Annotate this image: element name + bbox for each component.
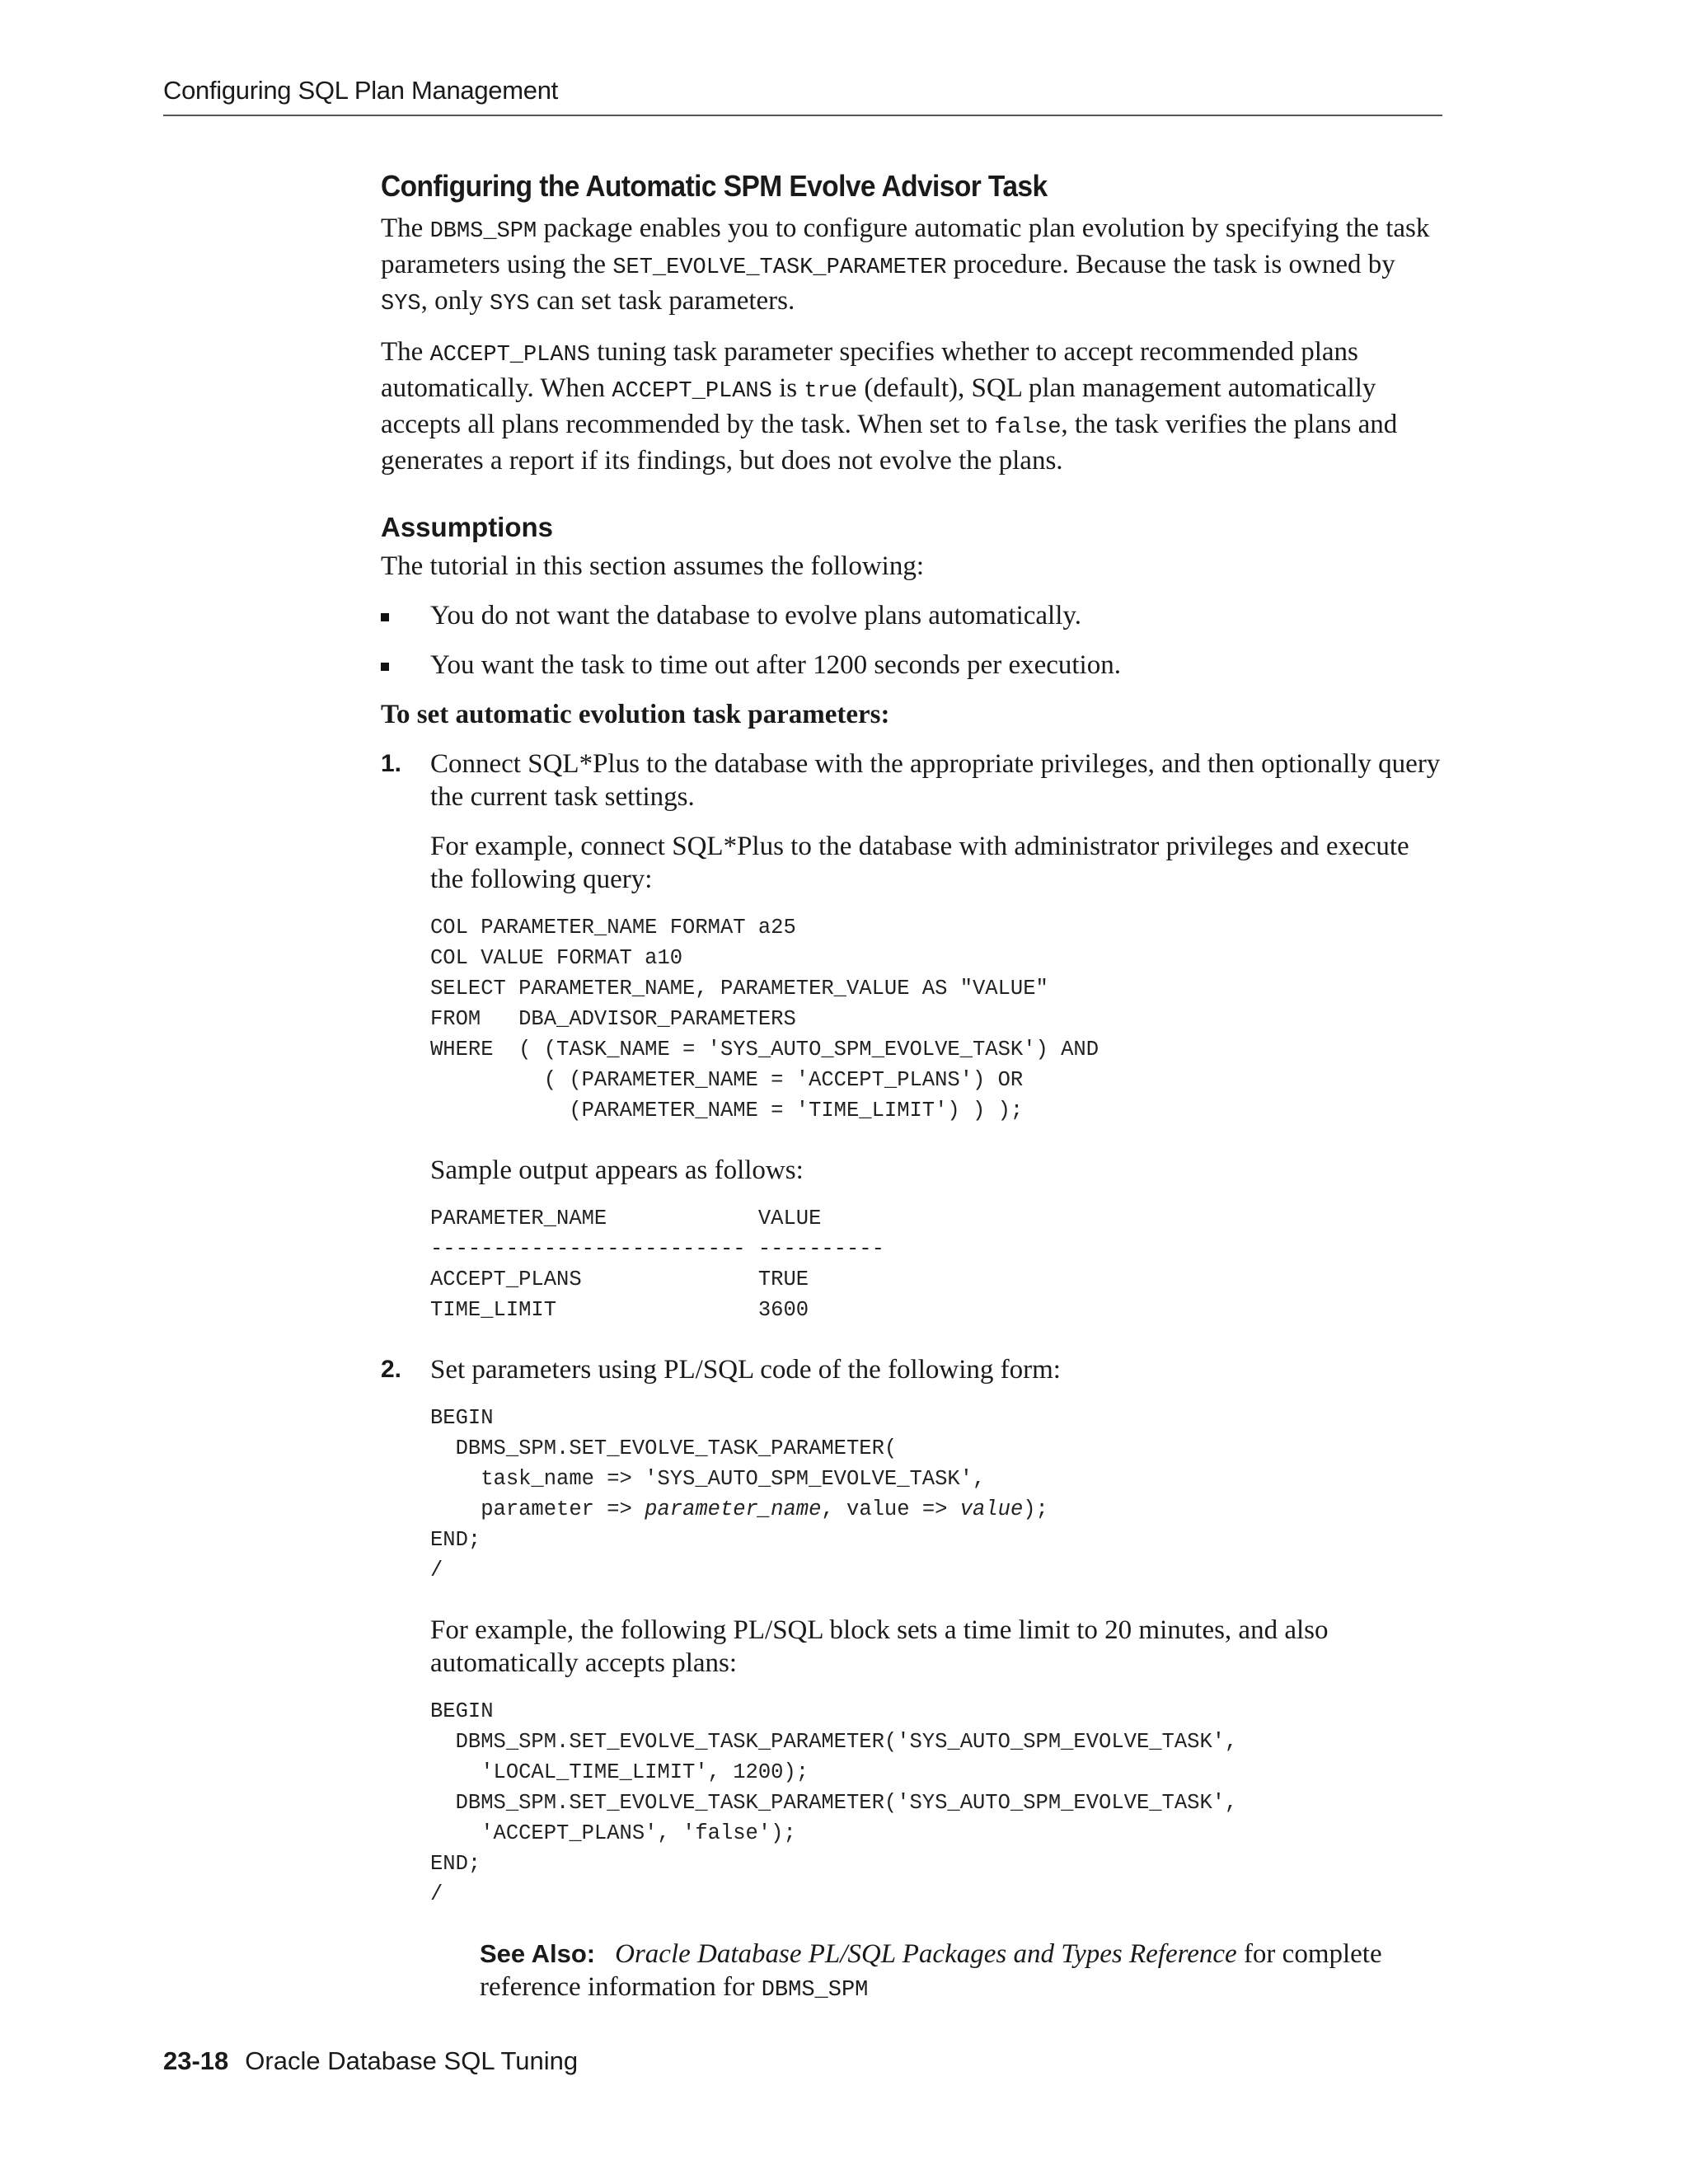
list-item [381, 599, 1444, 632]
code-text: BEGIN DBMS_SPM.SET_EVOLVE_TASK_PARAMETER( task_name => 'SYS_AUTO_SPM_EVOLVE_TASK', parameter => [430, 1406, 986, 1521]
step-text: Set parameters using PL/SQL code of the following form: [430, 1355, 1061, 1385]
list-item [381, 649, 1444, 682]
code-placeholder: value [959, 1497, 1024, 1521]
step-text: Connect SQL*Plus to the database with the appropriate privileges, and then optionally query the current task settings. [430, 749, 1441, 812]
text: , the task verifies the plans and generates a report if its findings, but does not evolve the plans. [381, 410, 1398, 476]
inline-code: DBMS_SPM [761, 1978, 869, 2003]
text: tuning task parameter specifies whether to accept recommended plans automatically. When [381, 337, 1358, 403]
sample-output-block: PARAMETER_NAME VALUE ------------------------- ---------- ACCEPT_PLANS TRUE TIME_LIMIT 3600 [430, 1207, 884, 1322]
inline-code: SET_EVOLVE_TASK_PARAMETER [612, 255, 947, 280]
text: (default), SQL plan management automatically accepts all plans recommended by the task. When set to [381, 373, 1376, 439]
assumptions-intro: The tutorial in this section assumes the following: [381, 551, 924, 581]
text: , only [420, 286, 490, 316]
book-title: Oracle Database SQL Tuning [245, 2046, 579, 2075]
page-content [381, 169, 1444, 2007]
see-also-reference-link[interactable]: Oracle Database PL/SQL Packages and Types Reference [615, 1939, 1237, 1969]
list-item-text: You do not want the database to evolve plans automatically. [430, 601, 1082, 630]
text: can set task parameters. [529, 286, 795, 316]
code-placeholder: parameter_name [645, 1497, 822, 1521]
inline-code: ACCEPT_PLANS [612, 379, 772, 404]
inline-code: ACCEPT_PLANS [429, 343, 590, 368]
inline-code: SYS [490, 292, 530, 316]
sample-output-intro: Sample output appears as follows: [430, 1155, 804, 1185]
bullet-icon [381, 613, 389, 621]
text: package enables you to configure automatic plan evolution by specifying the task parameters using the [381, 213, 1430, 279]
inline-code: false [994, 415, 1062, 440]
text: is [771, 373, 804, 403]
step-example-text: For example, the following PL/SQL block sets a time limit to 20 minutes, and also automatically accepts plans: [430, 1615, 1329, 1678]
intro-paragraph [381, 212, 1444, 321]
see-also-label: See Also: [480, 1939, 596, 1968]
header-rule [163, 115, 1442, 116]
plsql-form-code-block [430, 1403, 1444, 1586]
procedure-title: To set automatic evolution task parameters: [381, 700, 890, 729]
bullet-icon [381, 663, 389, 671]
assumptions-heading: Assumptions [381, 512, 554, 542]
accept-plans-paragraph [381, 335, 1444, 477]
text: The [381, 337, 430, 367]
text: procedure. Because the task is owned by [946, 250, 1395, 279]
page-footer [163, 2046, 578, 2076]
code-text: ); END; / [430, 1497, 1048, 1582]
inline-code: DBMS_SPM [429, 219, 537, 244]
inline-code: SYS [381, 292, 421, 316]
see-also-note [430, 1938, 1444, 2007]
section-title: Configuring the Automatic SPM Evolve Advisor Task [381, 169, 1048, 203]
text: The [381, 213, 430, 243]
page-number: 23-18 [163, 2046, 229, 2075]
text: for complete reference information for [480, 1939, 1382, 2002]
step-number: 2. [381, 1356, 402, 1383]
list-item-text: You want the task to time out after 1200 seconds per execution. [430, 650, 1121, 680]
inline-code: true [804, 379, 858, 404]
step-number: 1. [381, 750, 402, 777]
step-1 [381, 748, 1444, 1325]
code-text: , value => [821, 1497, 960, 1521]
step-example-text: For example, connect SQL*Plus to the database with administrator privileges and execute the following query: [430, 832, 1409, 894]
query-code-block: COL PARAMETER_NAME FORMAT a25 COL VALUE FORMAT a10 SELECT PARAMETER_NAME, PARAMETER_VALUE AS "VALUE" FROM DBA_ADVISOR_PARAMETERS WHERE ( (TASK_NAME = 'SYS_AUTO_SPM_EVOLVE_TASK') AND ( (PARAMETER_NAME = 'ACCEPT_PLANS') OR (PARAMETER_NAME = 'TIME_LIMIT') ) ); [430, 916, 1100, 1122]
step-2 [381, 1353, 1444, 1910]
plsql-example-code-block: BEGIN DBMS_SPM.SET_EVOLVE_TASK_PARAMETER('SYS_AUTO_SPM_EVOLVE_TASK', 'LOCAL_TIME_LIMIT', 1200); DBMS_SPM.SET_EVOLVE_TASK_PARAMETER('SYS_AUTO_SPM_EVOLVE_TASK', 'ACCEPT_PLANS', 'false'); END; / [430, 1699, 1238, 1906]
assumptions-list [381, 599, 1444, 682]
running-header: Configuring SQL Plan Management [163, 76, 558, 105]
